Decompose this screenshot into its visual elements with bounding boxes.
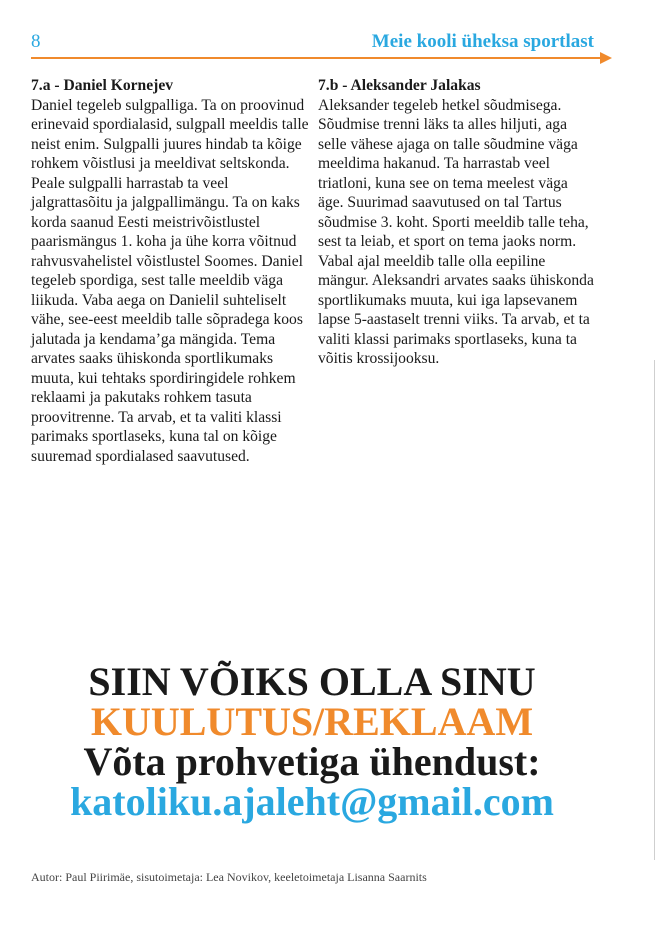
article-right (318, 76, 596, 369)
header-rule-arrow (600, 52, 612, 64)
page-edge-line (654, 360, 655, 860)
header-title: Meie kooli üheksa sportlast (371, 31, 594, 52)
ad-email[interactable]: katoliku.ajaleht@gmail.com (70, 779, 554, 824)
ad-line-3: Võta prohvetiga ühendust: (83, 739, 541, 784)
header-rule (31, 57, 604, 59)
page-number: 8 (31, 31, 41, 52)
ad-line-2: KUULUTUS/REKLAAM (90, 699, 534, 744)
credits: Autor: Paul Piirimäe, sisutoimetaja: Lea Novikov, keeletoimetaja Lisanna Saarnits (31, 870, 427, 884)
article-body: Aleksander tegeleb hetkel sõudmisega. Sõudmise trenni läks ta alles hiljuti, aga selle vähese ajaga on talle sõudmine väga meeldima hakanud. Ta harrastab veel triatloni, kuna see on tema meelest väga äge. Suurimad saavutused on tal Tartus sõudmise 3. koht. Sporti meeldib talle teha, sest ta leiab, et sport on tema jaoks norm. Vabal ajal meeldib talle olla eepiline mängur. Aleksandri arvates saaks ühiskonda sportlikumaks muuta, kui iga lapsevanem lapse 5-aastaselt trenni viiks. Ta arvab, et ta valiti klassi parimaks sportlaseks, kuna ta võitis krossijooksu. (318, 96, 594, 367)
article-heading: 7.b - Aleksander Jalakas (318, 77, 481, 94)
article-left (31, 76, 309, 466)
advertisement (0, 659, 624, 824)
article-body: Daniel tegeleb sulgpalliga. Ta on proovinud erinevaid spordialasid, sulgpall meeldis talle neist enim. Sulgpalli juures hindab ta kõige rohkem võistlusi ja meeldivat seltskonda. Peale sulgpalli harrastab ta veel jalgrattasõitu ja jalgpallimängu. Ta on kaks korda saanud Eesti meistrivõistlustel paarismängus 1. koha ja ühe korra võitnud rahvusvahelistel võistlustel Soomes. Daniel tegeleb spordiga, sest talle meeldib väga liikuda. Vaba aega on Danielil suhteliselt vähe, see-eest meeldib talle sõpradega koos jalutada ja kendama’ga mängida. Tema arvates saaks ühiskonda sportlikumaks muuta, kui tehtaks spordiringidele rohkem reklaami ja pakutaks rohkem tasuta proovitrenne. Ta arvab, et ta valiti klassi parimaks sportlaseks, kuna tal on kõige suuremad spordialased saavutused. (31, 96, 309, 465)
article-heading: 7.a - Daniel Kornejev (31, 77, 174, 94)
ad-line-1: SIIN VÕIKS OLLA SINU (88, 659, 536, 704)
